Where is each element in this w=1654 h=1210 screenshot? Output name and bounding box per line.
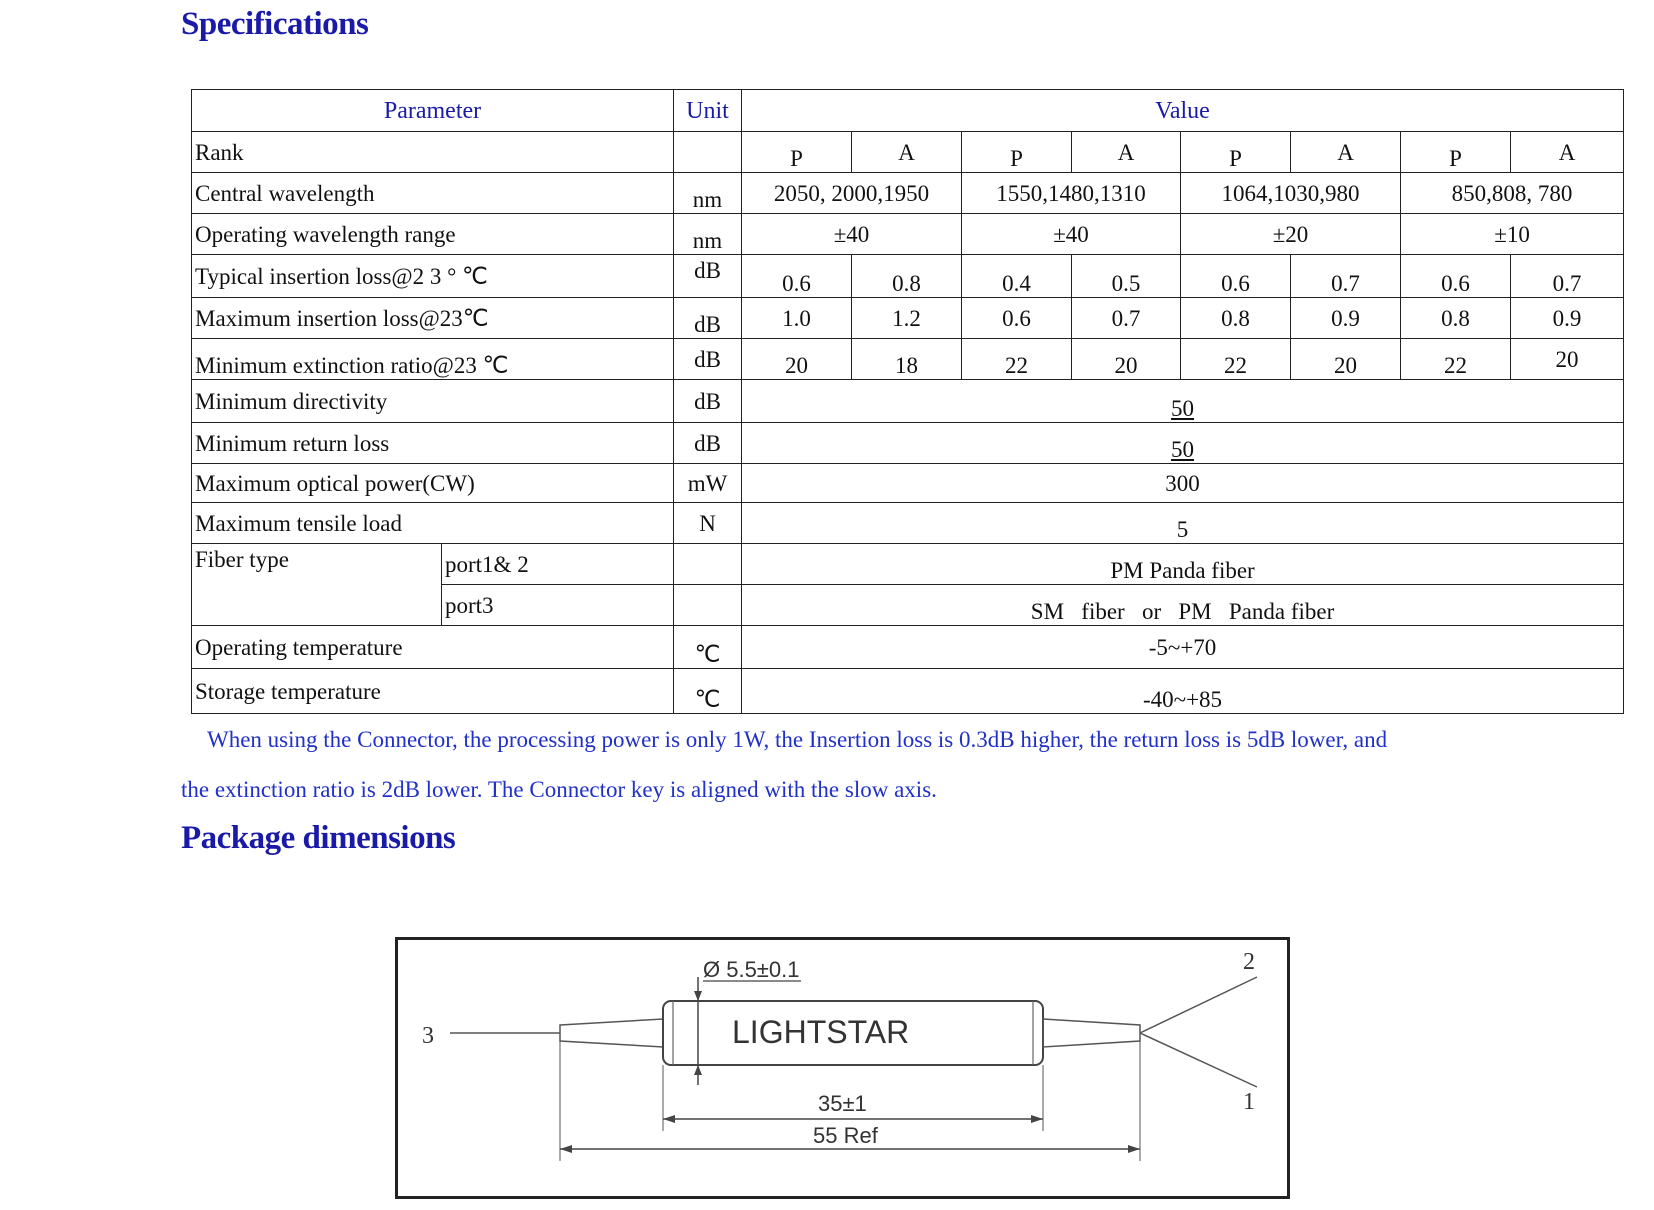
typical-insertion-loss-value: 0.7 — [1291, 255, 1401, 298]
max-insertion-loss-value: 0.9 — [1511, 298, 1624, 339]
max-insertion-loss-value: 1.2 — [852, 298, 962, 339]
ref-length-label: 55 Ref — [813, 1123, 878, 1148]
left-boot — [560, 1019, 663, 1047]
header-parameter: Parameter — [192, 90, 674, 132]
max-insertion-loss-value: 0.7 — [1072, 298, 1181, 339]
min-extinction-ratio-value: 18 — [852, 339, 962, 380]
min-directivity-label: Minimum directivity — [192, 380, 674, 423]
max-insertion-loss-value: 0.6 — [962, 298, 1072, 339]
typical-insertion-loss-value: 0.8 — [852, 255, 962, 298]
rank-cell: P — [742, 132, 852, 173]
max-insertion-loss-label: Maximum insertion loss@23℃ — [192, 298, 674, 339]
diameter-label: Ø 5.5±0.1 — [703, 957, 800, 982]
package-dimensions-heading: Package dimensions — [181, 820, 456, 856]
max-insertion-loss-value: 0.8 — [1401, 298, 1511, 339]
typical-insertion-loss-label: Typical insertion loss@2 3 ° ℃ — [192, 255, 674, 298]
max-optical-power-row — [192, 464, 1624, 503]
operating-range-value: ±40 — [742, 214, 962, 255]
header-row — [192, 90, 1624, 132]
min-extinction-ratio-unit: dB — [674, 339, 742, 380]
fiber-type-label: Fiber type — [192, 544, 442, 626]
specifications-table — [191, 89, 1624, 714]
rank-cell: A — [1511, 132, 1624, 173]
dim-arrow-body-left — [663, 1115, 675, 1123]
operating-range-value: ±20 — [1181, 214, 1401, 255]
rank-label: Rank — [192, 132, 674, 173]
min-return-loss-value: 50 — [742, 423, 1624, 464]
package-dimension-drawing — [395, 937, 1290, 1199]
header-value: Value — [742, 90, 1624, 132]
central-wavelength-value: 1064,1030,980 — [1181, 173, 1401, 214]
operating-range-value: ±10 — [1401, 214, 1624, 255]
rank-unit — [674, 132, 742, 173]
port1-label: 1 — [1243, 1089, 1255, 1115]
right-boot — [1043, 1019, 1140, 1047]
rank-cell: P — [1401, 132, 1511, 173]
typical-insertion-loss-value: 0.5 — [1072, 255, 1181, 298]
typical-insertion-loss-value: 0.6 — [742, 255, 852, 298]
diameter-arrow-bottom — [694, 1065, 702, 1075]
min-return-loss-label: Minimum return loss — [192, 423, 674, 464]
port3-label: 3 — [422, 1023, 434, 1049]
fiber-port3-value: SM fiber or PM Panda fiber — [742, 585, 1624, 626]
central-wavelength-value: 1550,1480,1310 — [962, 173, 1181, 214]
max-optical-power-label: Maximum optical power(CW) — [192, 464, 674, 503]
max-insertion-loss-unit: dB — [674, 298, 742, 339]
min-extinction-ratio-value: 20 — [1511, 339, 1624, 380]
central-wavelength-row — [192, 173, 1624, 214]
connector-note-line-1: When using the Connector, the processing power is only 1W, the Insertion loss is 0.3dB higher, the return loss is 5dB lower, and — [207, 727, 1388, 752]
drawing-frame — [397, 939, 1289, 1198]
min-extinction-ratio-value: 20 — [1291, 339, 1401, 380]
max-tensile-load-unit: N — [674, 503, 742, 544]
operating-temperature-row — [192, 626, 1624, 669]
min-extinction-ratio-row — [192, 339, 1624, 380]
min-extinction-ratio-value: 22 — [962, 339, 1072, 380]
max-tensile-load-value: 5 — [742, 503, 1624, 544]
rank-cell: A — [1291, 132, 1401, 173]
max-tensile-load-label: Maximum tensile load — [192, 503, 674, 544]
typical-insertion-loss-row — [192, 255, 1624, 298]
port2-label: 2 — [1243, 949, 1255, 975]
fiber-port2 — [1140, 977, 1257, 1033]
max-insertion-loss-value: 1.0 — [742, 298, 852, 339]
diameter-arrow-top — [694, 991, 702, 1001]
storage-temperature-label: Storage temperature — [192, 669, 674, 714]
min-extinction-ratio-value: 22 — [1181, 339, 1291, 380]
rank-row — [192, 132, 1624, 173]
min-extinction-ratio-value: 20 — [742, 339, 852, 380]
storage-temperature-unit: ℃ — [674, 669, 742, 714]
operating-temperature-value: -5~+70 — [742, 626, 1624, 669]
operating-range-row — [192, 214, 1624, 255]
typical-insertion-loss-value: 0.6 — [1401, 255, 1511, 298]
body-length-label: 35±1 — [818, 1091, 867, 1116]
central-wavelength-value: 2050, 2000,1950 — [742, 173, 962, 214]
max-insertion-loss-value: 0.9 — [1291, 298, 1401, 339]
min-return-loss-unit: dB — [674, 423, 742, 464]
min-return-loss-row — [192, 423, 1624, 464]
typical-insertion-loss-value: 0.4 — [962, 255, 1072, 298]
fiber-port3-label: port3 — [442, 585, 674, 626]
fiber-port12-value: PM Panda fiber — [742, 544, 1624, 585]
dim-arrow-ref-left — [560, 1145, 572, 1153]
operating-range-unit: nm — [674, 214, 742, 255]
typical-insertion-loss-unit: dB — [674, 255, 742, 298]
operating-temperature-label: Operating temperature — [192, 626, 674, 669]
min-directivity-row — [192, 380, 1624, 423]
min-extinction-ratio-value: 20 — [1072, 339, 1181, 380]
max-insertion-loss-row — [192, 298, 1624, 339]
min-directivity-value: 50 — [742, 380, 1624, 423]
max-tensile-load-row — [192, 503, 1624, 544]
max-optical-power-unit: mW — [674, 464, 742, 503]
min-extinction-ratio-label: Minimum extinction ratio@23 ℃ — [192, 339, 674, 380]
rank-cell: A — [852, 132, 962, 173]
central-wavelength-value: 850,808, 780 — [1401, 173, 1624, 214]
rank-cell: P — [1181, 132, 1291, 173]
fiber-port12-label: port1& 2 — [442, 544, 674, 585]
max-optical-power-value: 300 — [742, 464, 1624, 503]
specifications-heading: Specifications — [181, 6, 369, 42]
operating-range-label: Operating wavelength range — [192, 214, 674, 255]
connector-note-line-2: the extinction ratio is 2dB lower. The Connector key is aligned with the slow axis. — [181, 777, 937, 802]
typical-insertion-loss-value: 0.7 — [1511, 255, 1624, 298]
brand-label: LIGHTSTAR — [732, 1014, 910, 1050]
min-extinction-ratio-value: 22 — [1401, 339, 1511, 380]
fiber-port1 — [1140, 1033, 1257, 1087]
typical-insertion-loss-value: 0.6 — [1181, 255, 1291, 298]
central-wavelength-label: Central wavelength — [192, 173, 674, 214]
dim-arrow-ref-right — [1128, 1145, 1140, 1153]
fiber-port3-unit — [674, 585, 742, 626]
max-insertion-loss-value: 0.8 — [1181, 298, 1291, 339]
rank-cell: A — [1072, 132, 1181, 173]
operating-temperature-unit: ℃ — [674, 626, 742, 669]
storage-temperature-value: -40~+85 — [742, 669, 1624, 714]
central-wavelength-unit: nm — [674, 173, 742, 214]
dim-arrow-body-right — [1031, 1115, 1043, 1123]
rank-cell: P — [962, 132, 1072, 173]
min-directivity-unit: dB — [674, 380, 742, 423]
fiber-type-port12-row — [192, 544, 1624, 585]
operating-range-value: ±40 — [962, 214, 1181, 255]
storage-temperature-row — [192, 669, 1624, 714]
fiber-port12-unit — [674, 544, 742, 585]
header-unit: Unit — [674, 90, 742, 132]
